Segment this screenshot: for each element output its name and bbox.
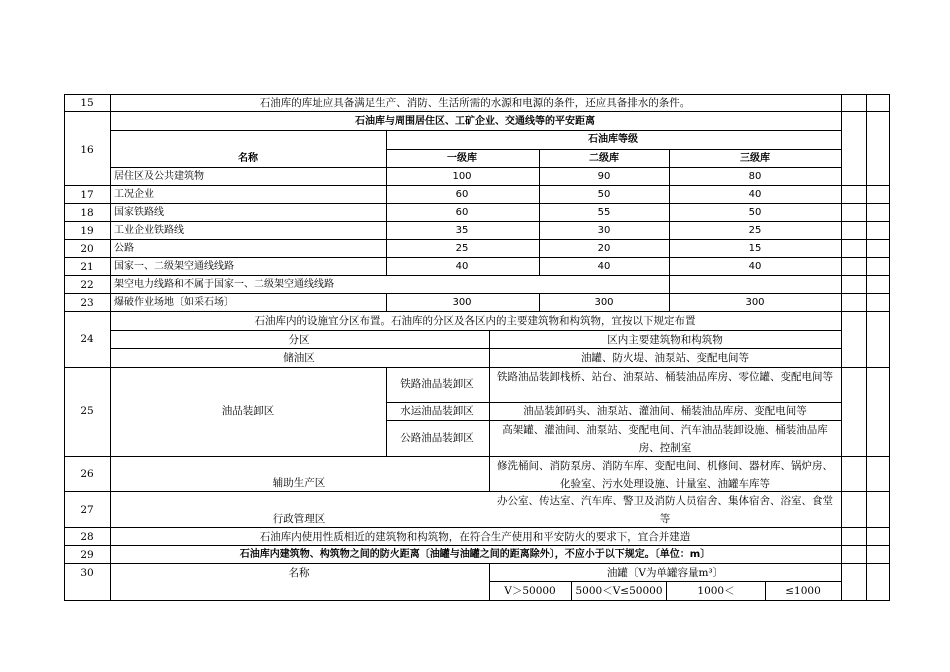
distance-item-name: 架空电力线路和不属于国家一、二级架空通线线路 [114, 279, 334, 290]
distance-value: 300 [594, 297, 614, 308]
distance-value: 25 [455, 243, 469, 254]
section-title: 石油库与周围居住区、工矿企业、交通线等的平安距离 [355, 116, 595, 127]
column-divider [571, 581, 572, 601]
row-divider [110, 348, 841, 349]
capacity-header: 1000＜ [697, 585, 735, 597]
distance-value: 55 [597, 207, 611, 218]
row-divider [64, 275, 890, 276]
distance-value: 100 [452, 171, 472, 182]
row-number: 17 [80, 189, 94, 201]
distance-value: 15 [748, 243, 762, 254]
row-divider [110, 167, 841, 168]
row-number: 27 [80, 504, 94, 516]
column-divider [841, 94, 842, 601]
distance-value: 300 [745, 297, 765, 308]
capacity-header: ≤1000 [785, 585, 821, 597]
column-divider [539, 149, 540, 276]
row-number: 25 [80, 405, 94, 417]
row-divider [64, 239, 890, 240]
zone-buildings: 修洗桶间、消防泵房、消防车库、变配电间、机修间、器材库、锅炉房、化验室、污水处理设施、计量室、油罐车库等 [497, 460, 833, 490]
row-divider [489, 581, 841, 582]
row-number: 22 [80, 279, 94, 291]
row-number: 23 [80, 297, 94, 309]
row-number: 19 [80, 225, 94, 237]
zone-buildings: 油罐、防火堤、油泵站、变配电间等 [581, 352, 749, 364]
section-title: 石油库内的设施宜分区布置。石油库的分区及各区内的主要建筑物和构筑物，宜按以下规定布置 [254, 315, 696, 327]
distance-value: 35 [455, 225, 469, 236]
distance-value: 30 [597, 225, 611, 236]
capacity-header: V＞50000 [504, 585, 556, 597]
row-number: 16 [80, 144, 94, 156]
sub-zone-name: 公路油品装卸区 [400, 432, 474, 444]
column-divider [539, 293, 540, 312]
distance-value: 50 [597, 189, 611, 200]
distance-item-name: 工业企业铁路线 [114, 225, 184, 236]
row-divider [64, 311, 890, 312]
grade-header: 三级库 [740, 153, 770, 164]
column-divider [866, 94, 867, 601]
row-number: 29 [80, 549, 94, 561]
row-number: 21 [80, 261, 94, 273]
distance-value: 90 [597, 171, 611, 182]
row-divider [64, 111, 890, 112]
row-number: 18 [80, 207, 94, 219]
column-divider [386, 367, 387, 457]
grade-header: 二级库 [589, 153, 619, 164]
zone-name: 油品装卸区 [221, 405, 275, 417]
zone-name: 行政管理区 [272, 513, 326, 525]
distance-value: 300 [452, 297, 472, 308]
row-divider [386, 149, 841, 150]
requirement-text: 石油库内使用性质相近的建筑物和构筑物，在符合生产使用和平安防火的要求下，宜合并建造 [259, 531, 691, 543]
column-divider [765, 581, 766, 601]
row-number: 30 [80, 567, 94, 579]
distance-value: 50 [748, 207, 762, 218]
section-title: 石油库内建筑物、构筑物之间的防火距离〔油罐与油罐之间的距离除外〕，不应小于以下规定。〔单位：m〕 [239, 549, 711, 560]
column-divider [669, 149, 670, 312]
requirement-text: 石油库的库址应具备满足生产、消防、生活所需的水源和电源的条件，还应具备排水的条件。 [259, 97, 691, 109]
distance-value: 40 [455, 261, 469, 272]
row-number: 26 [80, 468, 94, 480]
sub-zone-buildings: 铁路油品装卸栈桥、站台、油泵站、桶装油品库房、零位罐、变配电间等 [497, 371, 833, 383]
column-divider [110, 94, 111, 601]
distance-value: 60 [455, 189, 469, 200]
column-header-zone: 分区 [288, 334, 310, 346]
table-bottom-border [64, 600, 890, 601]
sub-zone-name: 铁路油品装卸区 [400, 378, 474, 390]
column-header-buildings: 区内主要建筑物和构筑物 [607, 334, 723, 346]
distance-item-name: 国家一、二级架空通线线路 [114, 261, 234, 272]
distance-item-name: 爆破作业场地〔如采石场〕 [114, 297, 234, 308]
distance-value: 25 [748, 225, 762, 236]
column-divider [489, 563, 490, 601]
column-divider [666, 581, 667, 601]
distance-value: 20 [597, 243, 611, 254]
row-number: 28 [80, 531, 94, 543]
safety-regulation-table [64, 94, 890, 597]
row-number: 15 [80, 97, 94, 109]
sub-zone-buildings: 油品装卸码头、油泵站、灌油间、桶装油品库房、变配电间等 [523, 405, 807, 417]
column-header-name: 名称 [238, 153, 258, 164]
distance-item-name: 公路 [114, 243, 134, 254]
zone-name: 辅助生产区 [272, 477, 326, 489]
column-header-name: 名称 [288, 567, 310, 579]
row-divider [110, 130, 841, 131]
table-top-border [64, 94, 890, 95]
row-divider [386, 402, 841, 403]
capacity-header: 5000＜V≤50000 [575, 585, 663, 597]
zone-name: 储油区 [283, 352, 315, 364]
distance-item-name: 工况企业 [114, 189, 154, 200]
column-divider [386, 293, 387, 312]
distance-item-name: 居住区及公共建筑物 [114, 171, 204, 182]
row-number: 20 [80, 243, 94, 255]
row-divider [64, 257, 890, 258]
distance-item-name: 国家铁路线 [114, 207, 164, 218]
sub-zone-name: 水运油品装卸区 [400, 405, 474, 417]
distance-value: 40 [597, 261, 611, 272]
sub-zone-buildings: 高架罐、灌油间、油泵站、变配电间、汽车油品装卸设施、桶装油品库房、控制室 [502, 424, 828, 454]
row-divider [110, 330, 841, 331]
row-divider [64, 563, 890, 564]
row-divider [64, 203, 890, 204]
table-left-border [64, 94, 65, 601]
table-right-border [889, 94, 890, 601]
distance-value: 40 [748, 261, 762, 272]
row-number: 24 [80, 333, 94, 345]
column-divider [489, 330, 490, 492]
row-divider [64, 545, 890, 546]
distance-value: 60 [455, 207, 469, 218]
distance-value: 40 [748, 189, 762, 200]
row-divider [64, 221, 890, 222]
grade-header: 一级库 [447, 153, 477, 164]
column-divider [386, 130, 387, 276]
row-divider [64, 293, 890, 294]
column-header-tank: 油罐〔V为单罐容量m³〕 [606, 567, 724, 579]
zone-buildings: 办公室、传达室、汽车库、警卫及消防人员宿舍、集体宿舍、浴室、食堂等 [497, 495, 833, 525]
column-header-grade: 石油库等级 [588, 134, 638, 145]
distance-value: 80 [748, 171, 762, 182]
row-divider [64, 185, 890, 186]
